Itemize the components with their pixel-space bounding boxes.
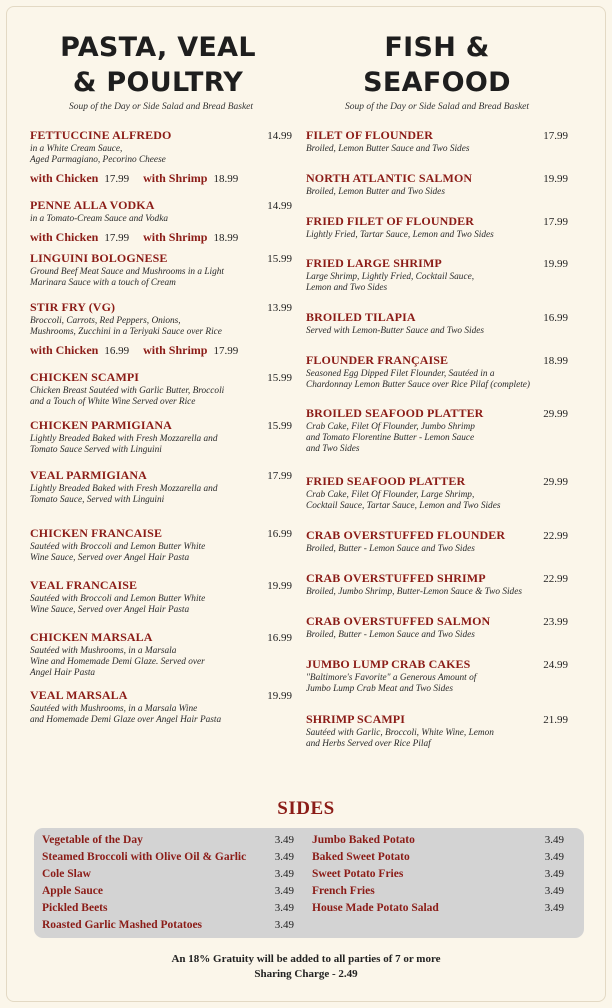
side-item-label: Jumbo Baked Potato [312,834,415,846]
menu-item-header [306,256,568,271]
side-item-label: Apple Sauce [42,885,104,897]
seafood-section-subtitle: Soup of the Day or Side Salad and Bread Basket [344,102,530,112]
menu-item-header [306,128,568,143]
menu-item [306,528,568,555]
side-item [42,902,294,919]
menu-item-header [306,214,568,229]
menu-item-name: STIR FRY (VG) [30,300,116,314]
menu-item [306,128,568,155]
menu-item-description: Seasoned Egg Dipped Filet Flounder, Sautéed in a Chardonnay Lemon Butter Sauce over Rice Pilaf (complete) [306,369,531,391]
seafood-section-title-line1: FISH & [384,32,490,63]
menu-item-header [306,712,568,727]
side-item-name [42,902,107,914]
menu-item-name: VEAL PARMIGIANA [30,468,147,482]
menu-item-name: FRIED FILET OF FLOUNDER [306,214,474,228]
menu-item [30,128,292,186]
side-item-price: 3.49 [274,902,294,914]
side-item-price: 3.49 [544,834,564,846]
menu-item-header [306,614,568,629]
menu-item-header [30,198,292,213]
menu-item [306,310,568,337]
addon-chicken-price: 16.99 [104,345,130,358]
menu-item [306,214,568,241]
pasta-section-title-line2: & POULTRY [72,67,244,98]
side-item [42,851,294,868]
menu-item-name: CRAB OVERSTUFFED SHRIMP [306,571,486,585]
side-item-label: Pickled Beets [42,902,108,914]
menu-item-header [30,370,292,385]
menu-item-header [306,310,568,325]
menu-item-price: 15.99 [267,253,292,265]
menu-item-description: Crab Cake, Filet Of Flounder, Jumbo Shrimp and Tomato Florentine Butter - Lemon Sauce and Two Sides [306,422,475,455]
menu-item-header [30,300,292,315]
side-item-label: Sweet Potato Fries [312,868,404,880]
menu-item-price: 22.99 [543,530,568,542]
menu-item-name: FLOUNDER FRANÇAISE [306,353,449,367]
menu-item-description: in a Tomato-Cream Sauce and Vodka [30,214,168,224]
side-item-price: 3.49 [544,851,564,863]
menu-item-header [30,578,292,593]
menu-item-price: 24.99 [543,659,568,671]
menu-item-header [306,657,568,672]
menu-item-price: 19.99 [267,690,292,702]
menu-item-header [30,418,292,433]
addon-chicken-label: with Chicken [30,230,99,245]
menu-item-header [30,251,292,266]
addon-shrimp-label: with Shrimp [143,230,208,245]
menu-item [30,251,292,289]
menu-item-header [30,688,292,703]
pasta-section-subtitle: Soup of the Day or Side Salad and Bread Basket [68,102,254,112]
side-item-label: Roasted Garlic Mashed Potatoes [42,919,203,931]
menu-item-description: Crab Cake, Filet Of Flounder, Large Shrimp, Cocktail Sauce, Tartar Sauce, Lemon and Two Sides [306,490,501,512]
menu-item-name: FRIED LARGE SHRIMP [306,256,442,270]
menu-item [30,300,292,358]
menu-item [306,571,568,598]
side-item-name [312,885,375,897]
menu-item-name: FRIED SEAFOOD PLATTER [306,474,466,488]
side-item-name [312,902,439,914]
menu-item-name: FILET OF FLOUNDER [306,128,434,142]
side-item-price: 3.49 [544,868,564,880]
menu-item-description: in a White Cream Sauce, Aged Parmagiano, Pecorino Cheese [30,144,166,166]
side-item-price: 3.49 [274,919,294,931]
menu-item-description: Broccoli, Carrots, Red Peppers, Onions, Mushrooms, Zucchini in a Teriyaki Sauce over Rice [30,316,222,338]
menu-item-addons [30,343,292,358]
menu-item-description: Served with Lemon-Butter Sauce and Two Sides [306,326,484,336]
side-item [312,885,564,902]
menu-item-header [306,406,568,421]
menu-item-name: FETTUCCINE ALFREDO [30,128,172,142]
side-item-label: Cole Slaw [42,868,91,880]
menu-item-price: 23.99 [543,616,568,628]
pasta-veal-poultry-column [30,30,292,726]
menu-item-name: VEAL MARSALA [30,688,128,702]
menu-item [30,198,292,245]
addon-shrimp-label: with Shrimp [143,171,208,186]
menu-item [306,406,568,456]
menu-item-header [306,571,568,586]
menu-item-header [306,474,568,489]
addon-chicken-price: 17.99 [104,173,130,186]
menu-item-description: Lightly Breaded Baked with Fresh Mozzarella and Tomato Sauce Served with Linguini [30,434,218,456]
side-item-name [312,868,403,880]
menu-item-price: 16.99 [543,312,568,324]
side-item-name [312,834,415,846]
side-item [42,868,294,885]
menu-item-description: Broiled, Butter - Lemon Sauce and Two Sides [306,630,475,640]
menu-item-description: Lightly Fried, Tartar Sauce, Lemon and Two Sides [306,230,494,240]
menu-item-description: Broiled, Jumbo Shrimp, Butter-Lemon Sauce & Two Sides [306,587,522,597]
menu-item-name: LINGUINI BOLOGNESE [30,251,168,265]
side-item-label: Steamed Broccoli [42,851,128,863]
side-item-price: 3.49 [274,868,294,880]
menu-item [30,688,292,726]
menu-item [306,171,568,198]
menu-item [306,657,568,695]
side-item-price: 3.49 [274,851,294,863]
menu-item-description: Large Shrimp, Lightly Fried, Cocktail Sauce, Lemon and Two Sides [306,272,475,294]
side-item-price: 3.49 [274,834,294,846]
menu-item-description: Sautéed with Broccoli and Lemon Butter White Wine Sauce, Served over Angel Hair Pasta [30,542,206,564]
menu-item-description: Chicken Breast Sautéed with Garlic Butter, Broccoli and a Touch of White Wine Served over Rice [30,386,225,408]
menu-item-name: BROILED SEAFOOD PLATTER [306,406,484,420]
menu-item-header [306,171,568,186]
menu-item [306,614,568,641]
menu-item [30,418,292,456]
menu-item-name: BROILED TILAPIA [306,310,416,324]
side-item [42,885,294,902]
menu-item-header [30,128,292,143]
pasta-section-title-line1: PASTA, VEAL [60,32,256,63]
side-item-name [312,851,410,863]
menu-item [306,712,568,750]
menu-item-price: 22.99 [543,573,568,585]
menu-item-name: CRAB OVERSTUFFED FLOUNDER [306,528,506,542]
addon-shrimp-price: 18.99 [213,173,239,186]
menu-item-name: VEAL FRANCAISE [30,578,138,592]
menu-item-name: CHICKEN SCAMPI [30,370,140,384]
addon-shrimp-label: with Shrimp [143,343,208,358]
menu-item-price: 29.99 [543,476,568,488]
addon-chicken-price: 17.99 [104,232,130,245]
menu-item-price: 17.99 [267,470,292,482]
side-item-label: House Made Potato Salad [312,902,439,914]
menu-item-price: 14.99 [267,200,292,212]
menu-item-description: Broiled, Lemon Butter and Two Sides [306,187,445,197]
addon-shrimp-price: 18.99 [213,232,239,245]
menu-item-header [30,526,292,541]
menu-item-price: 13.99 [267,302,292,314]
side-item-name [42,834,143,846]
side-item [42,834,294,851]
menu-item-description: Broiled, Lemon Butter Sauce and Two Sides [306,144,470,154]
menu-item-description: Lightly Breaded Baked with Fresh Mozzarella and Tomato Sauce, Served with Linguini [30,484,218,506]
sides-left-list [42,834,294,936]
side-item [312,851,564,868]
side-item-price: 3.49 [544,885,564,897]
menu-item-price: 16.99 [267,632,292,644]
menu-item-price: 21.99 [543,714,568,726]
menu-item-description: "Baltimore's Favorite" a Generous Amount of Jumbo Lump Crab Meat and Two Sides [306,673,477,695]
menu-item-price: 17.99 [543,130,568,142]
side-item [312,902,564,919]
menu-item-description: Sautéed with Broccoli and Lemon Butter White Wine Sauce, Served over Angel Hair Pasta [30,594,206,616]
sharing-charge-note: Sharing Charge - 2.49 [254,968,358,980]
menu-item-name: SHRIMP SCAMPI [306,712,405,726]
menu-item-price: 17.99 [543,216,568,228]
menu-item-header [306,353,568,368]
menu-item-price: 19.99 [543,173,568,185]
menu-item-price: 16.99 [267,528,292,540]
addon-chicken-label: with Chicken [30,171,99,186]
menu-item [30,468,292,506]
menu-item-description: Ground Beef Meat Sauce and Mushrooms in a Light Marinara Sauce with a touch of Cream [30,267,225,289]
side-item-name [42,919,202,931]
side-item-price: 3.49 [274,885,294,897]
menu-item-name: CHICKEN FRANCAISE [30,526,163,540]
footer [0,952,612,982]
menu-item-name: CHICKEN MARSALA [30,630,153,644]
menu-item-description: Sautéed with Mushrooms, in a Marsala Wine and Homemade Demi Glaze over Angel Hair Pasta [30,704,222,726]
addon-chicken-label: with Chicken [30,343,99,358]
fish-seafood-column [306,30,568,750]
menu-item-name: JUMBO LUMP CRAB CAKES [306,657,471,671]
menu-item-name: CRAB OVERSTUFFED SALMON [306,614,491,628]
menu-item [30,526,292,564]
side-item-name [42,885,103,897]
side-item-label: Baked Sweet Potato [312,851,410,863]
menu-item-price: 19.99 [267,580,292,592]
menu-item-price: 19.99 [543,258,568,270]
sides-box [34,828,584,938]
gratuity-note: An 18% Gratuity will be added to all parties of 7 or more [171,953,441,965]
menu-item-name: CHICKEN PARMIGIANA [30,418,172,432]
menu-item-price: 15.99 [267,420,292,432]
menu-item [306,353,568,391]
menu-item-price: 29.99 [543,408,568,420]
menu-item-name: NORTH ATLANTIC SALMON [306,171,473,185]
side-item-label: French Fries [312,885,375,897]
side-item [312,868,564,885]
menu-item-header [30,630,292,645]
menu-item [306,256,568,294]
seafood-section-title-line2: SEAFOOD [363,67,511,98]
sides-title: SIDES [277,798,335,819]
menu-item-description: Sautéed with Garlic, Broccoli, White Wine, Lemon and Herbs Served over Rice Pilaf [306,728,494,750]
side-item-name [42,851,246,863]
sides-right-list [312,834,564,919]
menu-item-description: Broiled, Butter - Lemon Sauce and Two Sides [306,544,475,554]
menu-item-header [306,528,568,543]
menu-item [30,630,292,680]
side-item-extra: with Olive Oil & Garlic [127,851,247,863]
menu-item-description: Sautéed with Mushrooms, in a Marsala Wine and Homemade Demi Glaze. Served over Angel Hair Pasta [30,646,205,679]
menu-item-addons [30,171,292,186]
side-item [42,919,294,936]
side-item-label: Vegetable of the Day [42,834,143,846]
menu-item-price: 18.99 [543,355,568,367]
side-item [312,834,564,851]
menu-item-header [30,468,292,483]
addon-shrimp-price: 17.99 [213,345,239,358]
menu-item-name: PENNE ALLA VODKA [30,198,155,212]
menu-item-price: 15.99 [267,372,292,384]
menu-item [30,370,292,408]
menu-item-price: 14.99 [267,130,292,142]
menu-item-addons [30,230,292,245]
menu-item [306,474,568,512]
menu-item [30,578,292,616]
side-item-name [42,868,91,880]
side-item-price: 3.49 [544,902,564,914]
